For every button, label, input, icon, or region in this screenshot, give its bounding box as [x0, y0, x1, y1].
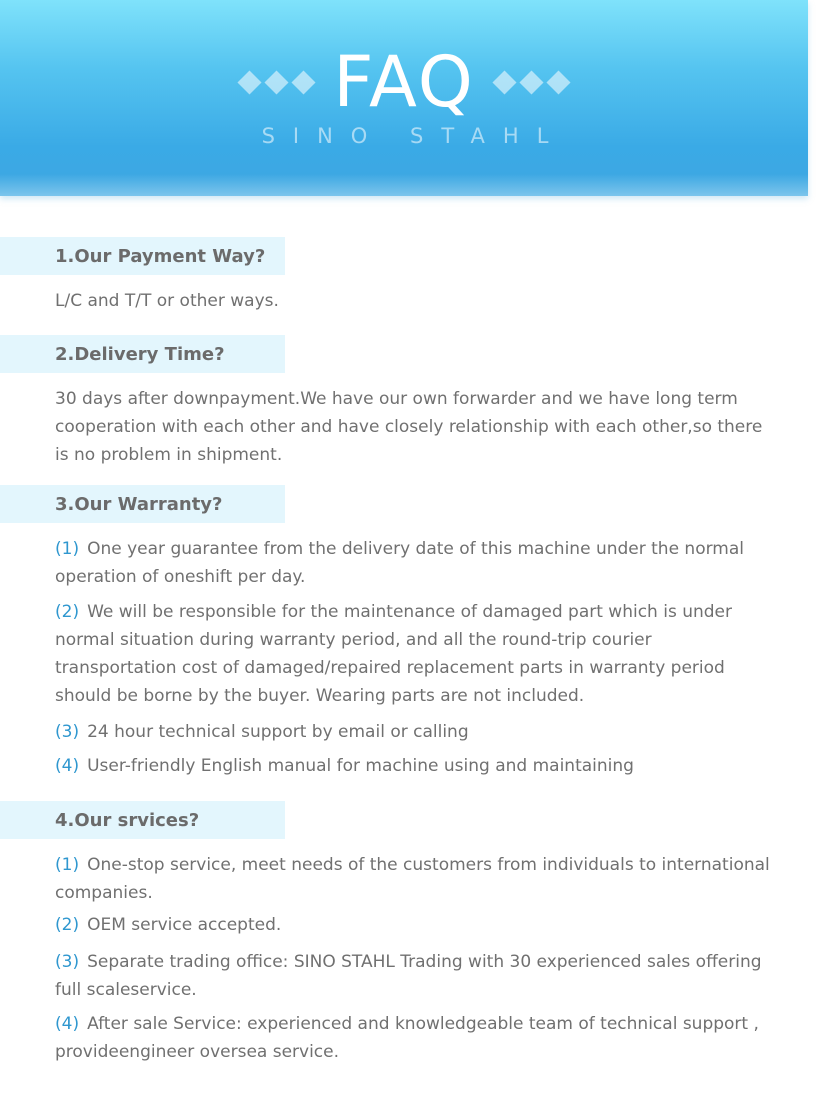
item-text: Separate trading office: SINO STAHL Trading with 30 experienced sales offering full scaleservice.	[55, 952, 762, 1000]
diamond-icon	[519, 70, 543, 94]
diamond-icon	[492, 70, 516, 94]
item-number: (4)	[55, 756, 80, 776]
item-text: 24 hour technical support by email or calling	[87, 722, 469, 742]
item-text: OEM service accepted.	[87, 915, 282, 935]
item-number: (1)	[55, 855, 80, 875]
item-number: (1)	[55, 539, 80, 559]
item-text: After sale Service: experienced and knowledgeable team of technical support , provideengineer oversea service.	[55, 1014, 759, 1062]
delivery-answer: 30 days after downpayment.We have our own forwarder and we have long term cooperation with each other and have closely relationship with each other,so there is no problem in shipment.	[55, 389, 763, 465]
warranty-item	[55, 752, 770, 780]
section-heading-delivery: 2.Delivery Time?	[0, 335, 285, 373]
service-item	[55, 948, 770, 1004]
item-number: (4)	[55, 1014, 80, 1034]
warranty-item	[55, 718, 770, 746]
item-text: We will be responsible for the maintenance of damaged part which is under normal situation during warranty period, and all the round-trip courier transportation cost of damaged/repaired replacement parts in warranty period should be borne by the buyer. Wearing parts are not included.	[55, 602, 732, 706]
item-number: (2)	[55, 602, 80, 622]
page-title: FAQ	[333, 41, 475, 123]
item-number: (3)	[55, 952, 80, 972]
diamond-icon	[238, 70, 262, 94]
diamond-icon	[292, 70, 316, 94]
service-item	[55, 911, 770, 939]
payment-answer: L/C and T/T or other ways.	[55, 291, 279, 311]
banner-title-row	[0, 40, 808, 124]
faq-banner	[0, 0, 808, 196]
warranty-item	[55, 598, 770, 710]
diamond-icon	[546, 70, 570, 94]
item-text: One year guarantee from the delivery date of this machine under the normal operation of oneshift per day.	[55, 539, 745, 587]
service-item	[55, 851, 770, 907]
section-heading-payment: 1.Our Payment Way?	[0, 237, 285, 275]
brand-subtitle: SINO STAHL	[261, 124, 567, 148]
section-heading-warranty: 3.Our Warranty?	[0, 485, 285, 523]
left-diamond-ornament	[238, 74, 315, 91]
service-item	[55, 1010, 770, 1066]
warranty-item	[55, 535, 770, 591]
item-number: (2)	[55, 915, 80, 935]
item-number: (3)	[55, 722, 80, 742]
item-text: User-friendly English manual for machine using and maintaining	[87, 756, 634, 776]
right-diamond-ornament	[493, 74, 570, 91]
diamond-icon	[265, 70, 289, 94]
section-heading-services: 4.Our srvices?	[0, 801, 285, 839]
item-text: One-stop service, meet needs of the customers from individuals to international companies.	[55, 855, 770, 903]
